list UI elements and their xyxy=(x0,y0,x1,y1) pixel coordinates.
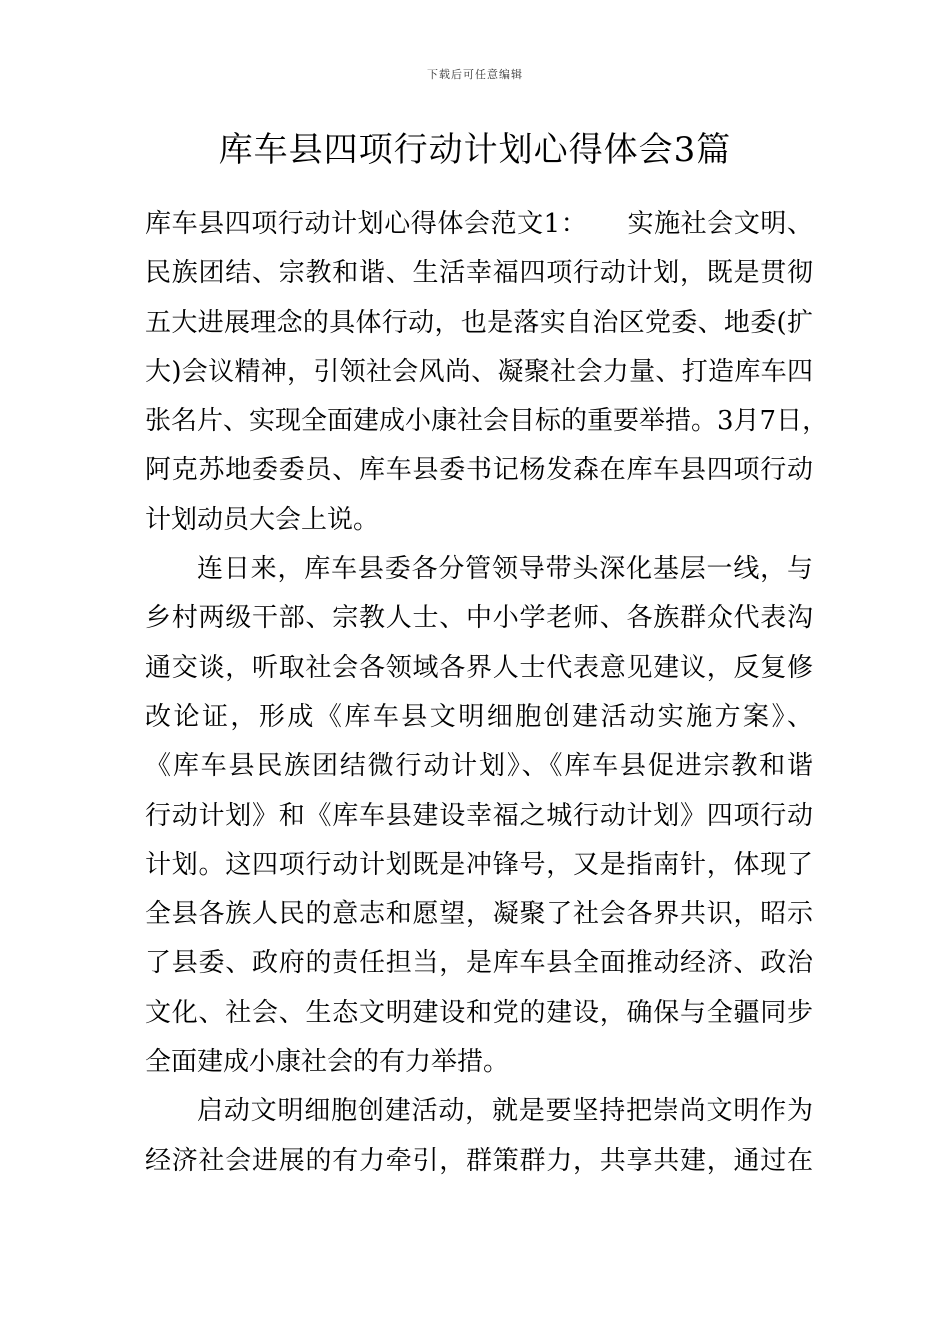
document-body xyxy=(145,200,829,1186)
body-line: 全面建成小康社会的有力举措。 xyxy=(145,1047,510,1078)
body-line: 库车县四项行动计划心得体会范文1： 实施社会文明、 xyxy=(145,209,813,239)
body-line: 计划动员大会上说。 xyxy=(145,504,380,535)
body-line: 行动计划》和《库车县建设幸福之城行动计划》四项行动 xyxy=(145,800,813,831)
body-line: 《库车县民族团结微行动计划》、《库车县促进宗教和谐 xyxy=(145,751,813,782)
header-note: 下载后可任意编辑 xyxy=(427,68,523,81)
body-line: 阿克苏地委委员、库车县委书记杨发森在库车县四项行动 xyxy=(145,455,813,486)
body-line: 连日来，库车县委各分管领导带头深化基层一线，与 xyxy=(197,554,813,585)
body-line: 了县委、政府的责任担当，是库车县全面推动经济、政治 xyxy=(145,948,813,979)
body-line: 大)会议精神，引领社会风尚、凝聚社会力量、打造库车四 xyxy=(145,356,813,387)
document-title: 库车县四项行动计划心得体会3篇 xyxy=(218,130,732,170)
body-line: 计划。这四项行动计划既是冲锋号，又是指南针，体现了 xyxy=(145,849,813,880)
body-line: 文化、社会、生态文明建设和党的建设，确保与全疆同步 xyxy=(145,997,813,1028)
body-line: 全县各族人民的意志和愿望，凝聚了社会各界共识，昭示 xyxy=(145,899,813,930)
body-line: 通交谈，听取社会各领域各界人士代表意见建议，反复修 xyxy=(145,652,813,683)
body-line: 改论证，形成《库车县文明细胞创建活动实施方案》、 xyxy=(145,701,813,732)
body-line: 经济社会进展的有力牵引，群策群力，共享共建，通过在 xyxy=(145,1145,813,1176)
body-line: 民族团结、宗教和谐、生活幸福四项行动计划，既是贯彻 xyxy=(145,258,813,289)
body-line: 乡村两级干部、宗教人士、中小学老师、各族群众代表沟 xyxy=(145,603,813,634)
body-line: 张名片、实现全面建成小康社会目标的重要举措。3月7日， xyxy=(145,406,829,437)
body-line: 启动文明细胞创建活动，就是要坚持把崇尚文明作为 xyxy=(197,1096,813,1127)
body-line: 五大进展理念的具体行动，也是落实自治区党委、地委(扩 xyxy=(145,307,813,338)
